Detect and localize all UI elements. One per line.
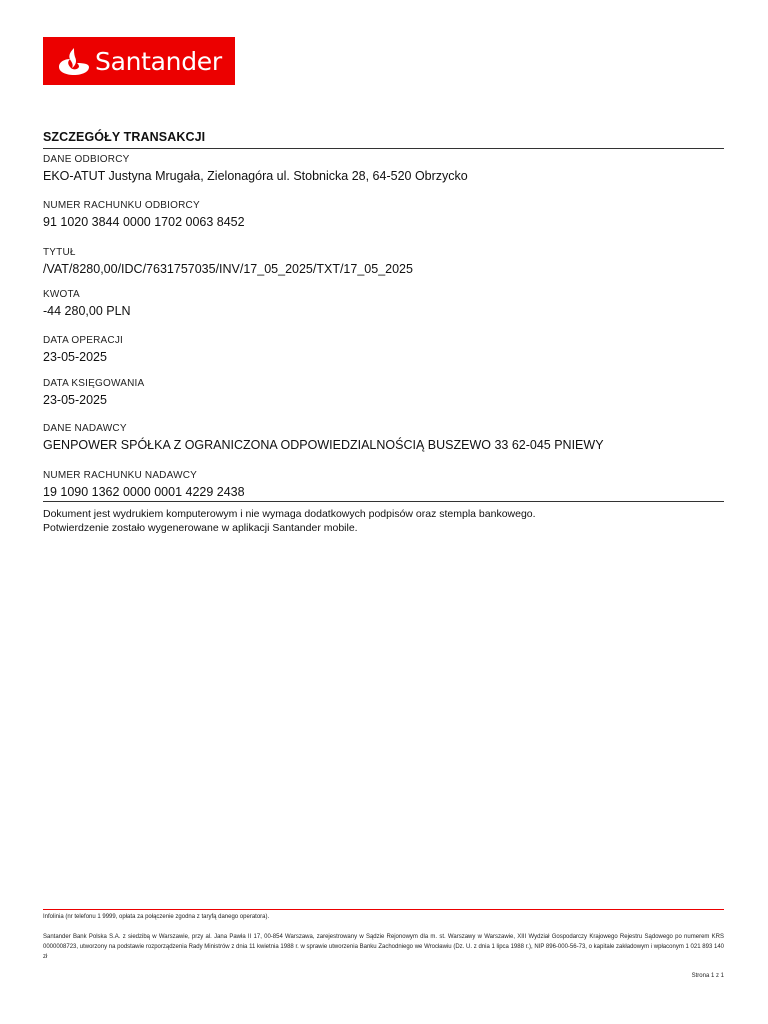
operation-date [43,335,123,365]
field-label: DANE NADAWCY [43,423,127,434]
santander-logo [43,37,235,85]
field-value: GENPOWER SPÓŁKA Z OGRANICZONA ODPOWIEDZIALNOŚCIĄ BUSZEWO 33 62-045 PNIEWY [43,438,604,452]
amount [43,289,131,319]
field-label: DANE ODBIORCY [43,154,130,165]
recipient-account [43,200,245,230]
field-value: /VAT/8280,00/IDC/7631757035/INV/17_05_2025/TXT/17_05_2025 [43,262,413,276]
transfer-title [43,247,413,277]
field-value: 91 1020 3844 0000 1702 0063 8452 [43,215,245,229]
page-number: Strona 1 z 1 [691,973,724,979]
field-value: 23-05-2025 [43,393,107,407]
booking-date [43,378,144,408]
header-divider [43,148,724,149]
footer-hotline: Infolinia (nr telefonu 1 9999, opłata za połączenie zgodna z taryfą danego operatora). [43,914,270,920]
field-label: TYTUŁ [43,247,76,258]
note-line-1: Dokument jest wydrukiem komputerowym i nie wymaga dodatkowych podpisów oraz stempla bankowego. [43,508,536,520]
footer-legal-text: Santander Bank Polska S.A. z siedzibą w Warszawie, przy al. Jana Pawła II 17, 00-854 Warszawa, zarejestrowany w Sądzie Rejonowym dla m. st. Warszawy w Warszawie, XIII Wydział Gospodarczy Krajowego Rejestru Sądowego po numerem KRS 0000008723, utworzony na podstawie rozporządzenia Rady Ministrów z dnia 11 kwietnia 1988 r. w sprawie utworzenia Banku Zachodniego we Wrocławiu (Dz. U. z dnia 1 lipca 1988 r.), NIP 896-000-56-73, o kapitale zakładowym i wpłaconym 1 021 893 140 zł [43,934,724,960]
field-value: EKO-ATUT Justyna Mrugała, Zielonagóra ul. Stobnicka 28, 64-520 Obrzycko [43,169,468,183]
note-line-2: Potwierdzenie zostało wygenerowane w aplikacji Santander mobile. [43,522,358,534]
section-title: SZCZEGÓŁY TRANSAKCJI [43,130,206,144]
sender-details [43,423,604,453]
document-note [43,507,536,535]
field-value: 19 1090 1362 0000 0001 4229 2438 [43,485,245,499]
field-label: DATA OPERACJI [43,335,124,346]
flame-icon [57,46,91,76]
field-label: KWOTA [43,289,80,300]
brand-name: Santander [95,46,222,76]
field-label: NUMER RACHUNKU NADAWCY [43,470,198,481]
footer-divider [43,909,724,910]
field-value: 23-05-2025 [43,350,107,364]
recipient-details [43,154,468,184]
field-value: -44 280,00 PLN [43,304,131,318]
field-label: DATA KSIĘGOWANIA [43,378,145,389]
details-divider [43,501,724,502]
field-label: NUMER RACHUNKU ODBIORCY [43,200,200,211]
sender-account [43,470,245,500]
